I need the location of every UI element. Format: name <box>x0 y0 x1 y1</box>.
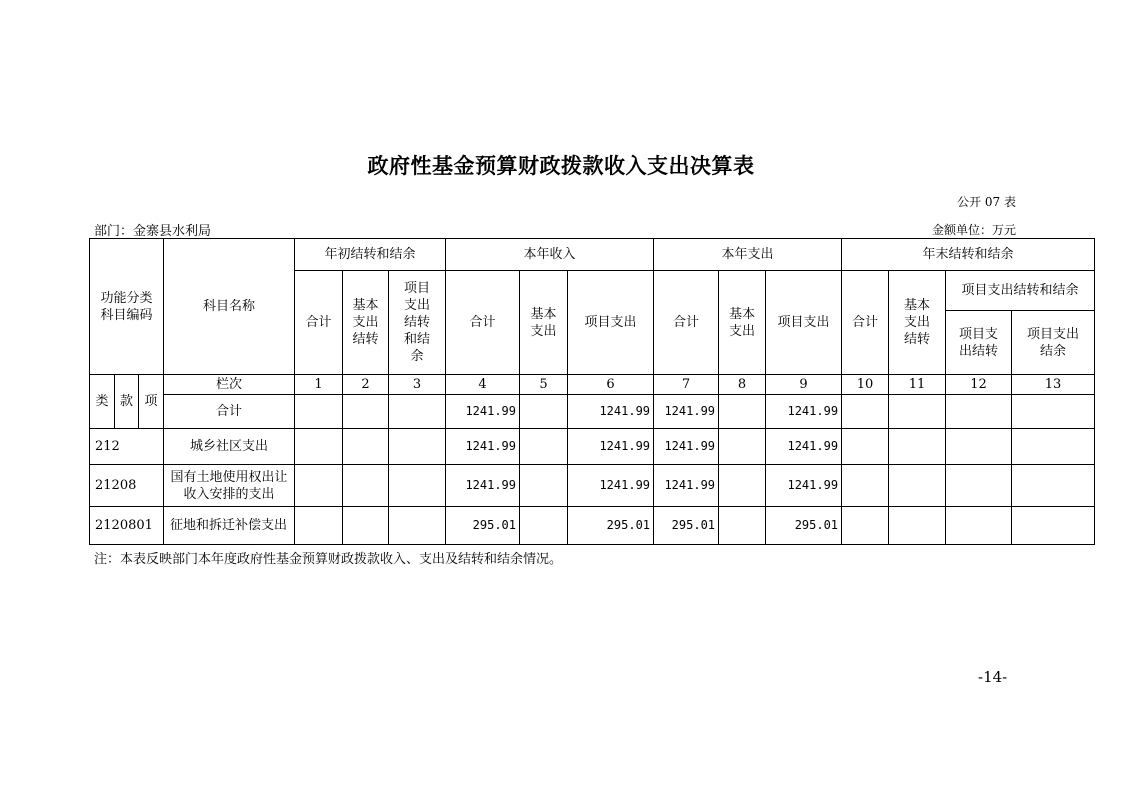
col-number: 6 <box>568 375 654 395</box>
department-label: 部门：金寨县水利局 <box>94 224 212 239</box>
cell <box>719 465 766 507</box>
col-number: 2 <box>343 375 389 395</box>
cell: 1241.99 <box>446 465 520 507</box>
cell <box>295 507 343 545</box>
cell: 1241.99 <box>766 429 842 465</box>
cell: 295.01 <box>766 507 842 545</box>
end-project-carry-header: 项目支出结转 <box>946 311 1012 375</box>
cell: 1241.99 <box>654 395 719 429</box>
income-basic-header: 基本支出 <box>520 271 568 375</box>
cell <box>1012 507 1095 545</box>
cell <box>389 465 446 507</box>
cell <box>719 429 766 465</box>
col-number: 9 <box>766 375 842 395</box>
table-row <box>90 429 1095 465</box>
cell: 1241.99 <box>766 395 842 429</box>
subject-name-header: 科目名称 <box>164 239 295 375</box>
cell <box>389 395 446 429</box>
col-number: 8 <box>719 375 766 395</box>
group-expense-header: 本年支出 <box>654 239 842 271</box>
cell <box>946 507 1012 545</box>
row-name: 征地和拆迁补偿支出 <box>164 507 295 545</box>
group-end-header: 年末结转和结余 <box>842 239 1095 271</box>
func-code-header: 功能分类科目编码 <box>90 239 164 375</box>
form-number: 公开 07 表 <box>957 195 1016 209</box>
cell: 295.01 <box>568 507 654 545</box>
col-number: 10 <box>842 375 889 395</box>
cell <box>343 395 389 429</box>
cell <box>520 429 568 465</box>
income-total-header: 合计 <box>446 271 520 375</box>
cell: 1241.99 <box>766 465 842 507</box>
begin-total-header: 合计 <box>295 271 343 375</box>
lei-header: 类 <box>90 375 115 429</box>
group-begin-header: 年初结转和结余 <box>295 239 446 271</box>
cell <box>719 395 766 429</box>
row-code: 212 <box>90 429 164 465</box>
amount-unit-label: 金额单位：万元 <box>931 223 1016 237</box>
row-name: 合计 <box>164 395 295 429</box>
cell <box>520 507 568 545</box>
kuan-header: 款 <box>115 375 139 429</box>
budget-table <box>89 238 1095 545</box>
expense-basic-header: 基本支出 <box>719 271 766 375</box>
cell <box>520 395 568 429</box>
cell <box>1012 429 1095 465</box>
expense-total-header: 合计 <box>654 271 719 375</box>
end-project-group-header: 项目支出结转和结余 <box>946 271 1095 311</box>
cell <box>343 465 389 507</box>
end-total-header: 合计 <box>842 271 889 375</box>
cell: 1241.99 <box>568 465 654 507</box>
xiang-header: 项 <box>139 375 164 429</box>
cell <box>889 429 946 465</box>
cell <box>343 429 389 465</box>
cell <box>842 507 889 545</box>
cell <box>1012 395 1095 429</box>
cell: 295.01 <box>654 507 719 545</box>
begin-basic-header: 基本支出结转 <box>343 271 389 375</box>
cell <box>389 429 446 465</box>
begin-project-header: 项目支出结转和结余 <box>389 271 446 375</box>
col-number: 4 <box>446 375 520 395</box>
cell: 1241.99 <box>568 395 654 429</box>
col-number: 5 <box>520 375 568 395</box>
cell <box>842 395 889 429</box>
col-number: 11 <box>889 375 946 395</box>
cell <box>842 465 889 507</box>
cell <box>295 429 343 465</box>
lanci-label: 栏次 <box>164 375 295 395</box>
col-number: 7 <box>654 375 719 395</box>
cell <box>389 507 446 545</box>
cell: 1241.99 <box>654 429 719 465</box>
group-income-header: 本年收入 <box>446 239 654 271</box>
col-number: 12 <box>946 375 1012 395</box>
row-code: 2120801 <box>90 507 164 545</box>
cell: 1241.99 <box>568 429 654 465</box>
cell <box>889 465 946 507</box>
row-code: 21208 <box>90 465 164 507</box>
cell: 295.01 <box>446 507 520 545</box>
row-name: 国有土地使用权出让收入安排的支出 <box>164 465 295 507</box>
row-name: 城乡社区支出 <box>164 429 295 465</box>
cell <box>842 429 889 465</box>
cell <box>946 395 1012 429</box>
cell <box>1012 465 1095 507</box>
table-row <box>90 465 1095 507</box>
cell <box>520 465 568 507</box>
cell: 1241.99 <box>446 429 520 465</box>
cell <box>889 395 946 429</box>
page-number: -14- <box>978 668 1008 686</box>
col-number: 3 <box>389 375 446 395</box>
cell <box>719 507 766 545</box>
cell <box>295 395 343 429</box>
table-row <box>90 507 1095 545</box>
expense-project-header: 项目支出 <box>766 271 842 375</box>
cell <box>946 465 1012 507</box>
col-number: 13 <box>1012 375 1095 395</box>
end-basic-header: 基本支出结转 <box>889 271 946 375</box>
cell <box>343 507 389 545</box>
page-title: 政府性基金预算财政拨款收入支出决算表 <box>367 153 755 178</box>
cell: 1241.99 <box>446 395 520 429</box>
footnote: 注：本表反映部门本年度政府性基金预算财政拨款收入、支出及结转和结余情况。 <box>94 552 563 567</box>
col-number: 1 <box>295 375 343 395</box>
end-project-balance-header: 项目支出结余 <box>1012 311 1095 375</box>
income-project-header: 项目支出 <box>568 271 654 375</box>
cell <box>889 507 946 545</box>
cell: 1241.99 <box>654 465 719 507</box>
cell <box>295 465 343 507</box>
table-row-total <box>90 395 1095 429</box>
cell <box>946 429 1012 465</box>
